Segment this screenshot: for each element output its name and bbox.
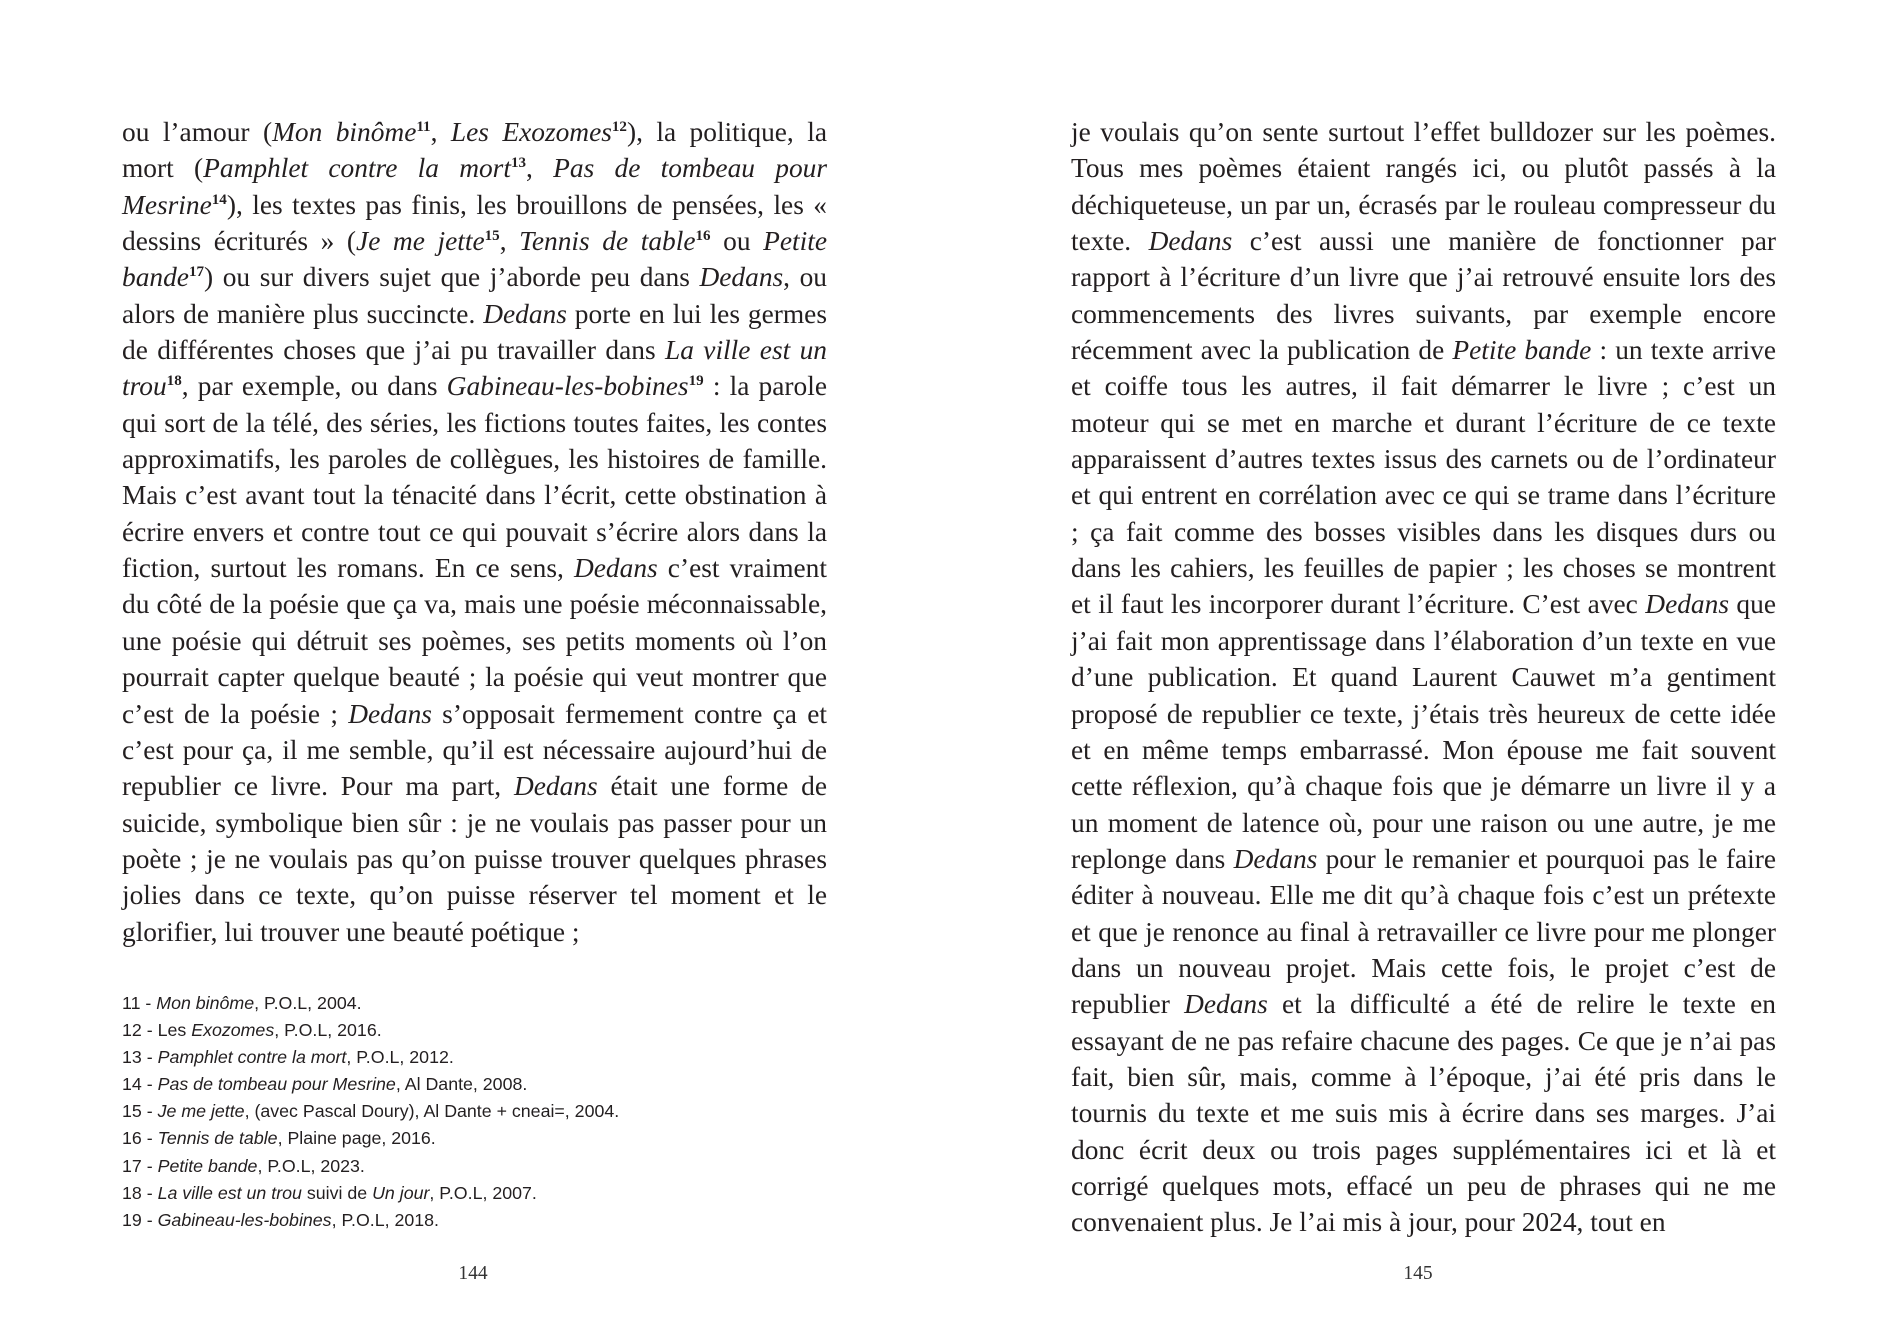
page-number-144: 144	[458, 1263, 488, 1284]
left-page-body-text: ou l’amour (Mon binôme$^{11}$, Les Exozomes$^{12}$), la politique, la mort (Pamphlet contre la mort$^{13}$, Pas de tombeau pour Mesrine$^{14}$), les textes pas finis, les brouillons de pensées, les « dessins écriturés » (Je me jette$^{15}$, Tennis de table$^{16}$ ou Petite bande$^{17}$) ou sur divers sujet que j’aborde peu dans Dedans, ou alors de manière plus succincte. Dedans porte en lui les germes de différentes choses que j’ai pu travailler dans La ville est un trou$^{18}$, par exemple, ou dans Gabineau-les-bobines$^{19}$ : la parole qui sort de la télé, des séries, les fictions toutes faites, les contes approximatifs, les paroles de collègues, les histoires de famille. Mais c’est avant tout la ténacité dans l’écrit, cette obstination à écrire envers et contre tout ce qui pouvait s’écrire alors dans la fiction, surtout les romans. En ce sens, Dedans c’est vraiment du côté de la poésie que ça va, mais une poésie méconnaissable, une poésie qui détruit ses poèmes, ses petits moments où l’on pourrait capter quelque beauté ; la poésie qui veut montrer que c’est de la poésie ; Dedans s’opposait fermement contre ça et c’est pour ça, il me semble, qu’il est nécessaire aujourd’hui de republier ce livre. Pour ma part, Dedans était une forme de suicide, symbolique bien sûr : je ne voulais pas passer pour un poète ; je ne voulais pas qu’on puisse trouver quelques phrases jolies dans ce texte, qu’on puisse réserver tel moment et le glorifier, lui trouver une beauté poétique ;	[122, 117, 828, 947]
right-page	[945, 0, 1890, 1339]
footnote-item: 19 - Gabineau-les-bobines, P.O.L, 2018.	[122, 1209, 440, 1230]
footnotes-list	[122, 990, 619, 1234]
footnote-item: 17 - Petite bande, P.O.L, 2023.	[122, 1155, 365, 1176]
footnote-item: 18 - La ville est un trou suivi de Un jour, P.O.L, 2007.	[122, 1182, 537, 1203]
footnote-item: 11 - Mon binôme, P.O.L, 2004.	[122, 993, 362, 1013]
page-number-145: 145	[1403, 1263, 1433, 1284]
right-page-body-text: je voulais qu’on sente surtout l’effet bulldozer sur les poèmes. Tous mes poèmes étaient rangés ici, ou plutôt passés à la déchiqueteuse, un par un, écrasés par le rouleau compresseur du texte. Dedans c’est aussi une manière de fonctionner par rapport à l’écriture d’un livre que j’ai retrouvé ensuite lors des commencements des livres suivants, par exemple encore récemment avec la publication de Petite bande : un texte arrive et coiffe tous les autres, il fait démarrer le livre ; c’est un moteur qui se met en marche et durant l’écriture de ce texte apparaissent d’autres textes issus des carnets ou de l’ordinateur et qui entrent en corrélation avec ce qui se trame dans l’écriture ; ça fait comme des bosses visibles dans les disques durs ou dans les cahiers, les feuilles de papier ; les choses se montrent et il faut les incorporer durant l’écriture. C’est avec Dedans que j’ai fait mon apprentissage dans l’élaboration d’un texte en vue d’une publication. Et quand Laurent Cauwet m’a gentiment proposé de republier ce texte, j’étais très heureux de cette idée et en même temps embarrassé. Mon épouse me fait souvent cette réflexion, qu’à chaque fois que je démarre un livre il y a un moment de latence où, pour une raison ou une autre, je me replonge dans Dedans pour le remanier et pourquoi pas le faire éditer à nouveau. Elle me dit qu’à chaque fois c’est un prétexte et que je renonce au final à retravailler ce livre pour me plonger dans un nouveau projet. Mais cette fois, le projet c’est de republier Dedans et la difficulté a été de relire le texte en essayant de ne pas refaire chacune des pages. Ce que je n’ai pas fait, bien sûr, mais, comme à l’époque, j’ai été pris dans le tournis du texte et me suis mis à écrire dans ses marges. J’ai donc écrit deux ou trois pages supplémentaires ici et là et corrigé quelques mots, effacé un peu de phrases qui ne me convenaient plus. Je l’ai mis à jour, pour 2024, tout en	[1071, 117, 1776, 1238]
footnote-item: 14 - Pas de tombeau pour Mesrine, Al Dante, 2008.	[122, 1074, 528, 1095]
footnote-item: 15 - Je me jette, (avec Pascal Doury), Al Dante + cneai=, 2004.	[122, 1101, 620, 1122]
footnote-item: 12 - Les Exozomes, P.O.L, 2016.	[122, 1020, 382, 1041]
footnote-item: 16 - Tennis de table, Plaine page, 2016.	[122, 1128, 436, 1149]
footnote-item: 13 - Pamphlet contre la mort, P.O.L, 2012.	[122, 1047, 454, 1068]
